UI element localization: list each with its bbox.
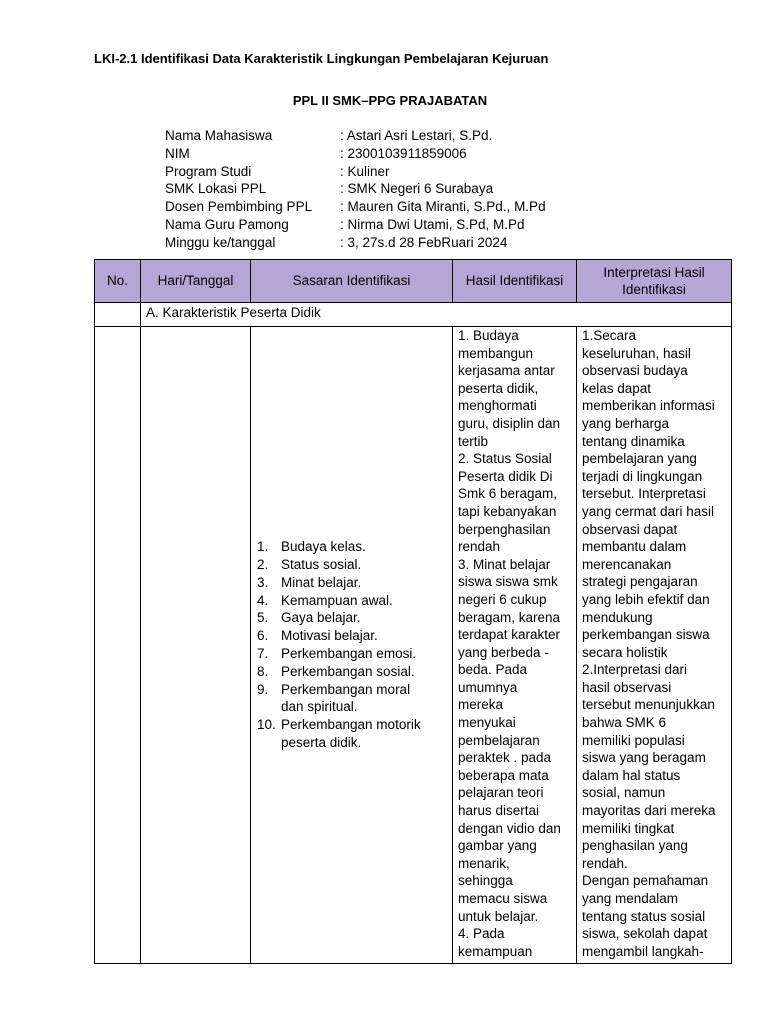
no-cell bbox=[95, 327, 141, 964]
info-row-minggu bbox=[165, 234, 546, 252]
list-item: 5. Gaya belajar. bbox=[257, 610, 361, 626]
info-row-guru-pamong bbox=[165, 216, 546, 234]
list-item: 7. Perkembangan emosi. bbox=[257, 646, 417, 661]
sasaran-cell bbox=[251, 327, 453, 964]
info-value: : Mauren Gita Miranti, S.Pd., M.Pd bbox=[340, 199, 546, 215]
student-info-block bbox=[165, 127, 546, 252]
info-label: Nama Mahasiswa bbox=[165, 128, 273, 143]
header-hari-tanggal: Hari/Tanggal bbox=[141, 260, 251, 303]
identification-table bbox=[94, 259, 732, 964]
info-label: Minggu ke/tanggal bbox=[165, 234, 276, 250]
header-hasil: Hasil Identifikasi bbox=[453, 260, 577, 303]
interpretasi-cell bbox=[577, 327, 732, 964]
document-subtitle: PPL II SMK–PPG PRAJABATAN bbox=[292, 93, 488, 108]
info-label: SMK Lokasi PPL bbox=[165, 181, 267, 197]
list-item: 6. Motivasi belajar. bbox=[257, 628, 378, 644]
sasaran-list bbox=[251, 538, 452, 752]
interpretasi-text: 1.Secara keseluruhan, hasil observasi budaya kelas dapat memberikan informasi yang berharga tentang dinamika pembelajaran yang terjadi di lingkungan tersebut. Interpretasi yang cermat dari hasil observasi dapat membantu dalam merencanakan strategi pengajaran yang lebih efektif dan mendukung perkembangan siswa secara holistik 2.Interpretasi dari hasil observasi tersebut menunjukkan bahwa SMK 6 memiliki populasi siswa yang beragam dalam hal status sosial, namun mayoritas dari mereka memiliki tingkat penghasilan yang rendah. Dengan pemahaman yang mendalam tentang status sosial siswa, sekolah dapat mengambil langkah- bbox=[582, 328, 716, 959]
info-label: NIM bbox=[165, 145, 190, 161]
info-value: : 3, 27s.d 28 FebRuari 2024 bbox=[340, 234, 508, 250]
info-value: : Nirma Dwi Utami, S.Pd, M.Pd bbox=[340, 216, 525, 232]
list-item: 1. Budaya kelas. bbox=[257, 539, 366, 555]
list-item: 3. Minat belajar. bbox=[257, 574, 362, 590]
list-item: 9. Perkembangan moral dan spiritual. bbox=[257, 681, 411, 715]
document-title: LKI-2.1 Identifikasi Data Karakteristik Lingkungan Pembelajaran Kejuruan bbox=[94, 51, 549, 66]
header-no: No. bbox=[95, 260, 141, 303]
info-value: : 2300103911859006 bbox=[340, 145, 467, 161]
hasil-text: 1. Budaya membangun kerjasama antar peserta didik, menghormati guru, disiplin dan tertib 2. Status Sosial Peserta didik Di Smk 6 beragam, tapi kebanyakan berpenghasilan rendah 3. Minat belajar siswa siswa smk negeri 6 cukup beragam, karena terdapat karakter yang berbeda - beda. Pada umumnya mereka menyukai pembelajaran peraktek . pada beberapa mata pelajaran teori harus disertai dengan vidio dan gambar yang menarik, sehingga memacu siswa untuk belajar. 4. Pada kemampuan bbox=[458, 328, 561, 959]
info-value: : Kuliner bbox=[340, 163, 390, 179]
info-row-smk-lokasi bbox=[165, 180, 546, 198]
hari-tanggal-cell bbox=[141, 327, 251, 964]
table-header-row bbox=[95, 260, 732, 303]
header-interpretasi: Interpretasi Hasil Identifikasi bbox=[577, 260, 732, 303]
section-no-cell bbox=[95, 303, 141, 327]
info-row-nim bbox=[165, 145, 546, 163]
header-sasaran: Sasaran Identifikasi bbox=[251, 260, 453, 303]
info-row-nama bbox=[165, 127, 546, 145]
info-label: Dosen Pembimbing PPL bbox=[165, 199, 313, 215]
info-label: Program Studi bbox=[165, 163, 252, 179]
list-item: 8. Perkembangan sosial. bbox=[257, 663, 415, 679]
table-row bbox=[95, 327, 732, 964]
list-item: 4. Kemampuan awal. bbox=[257, 592, 393, 608]
list-item: 10. Perkembangan motorik peserta didik. bbox=[257, 717, 421, 750]
info-row-program-studi bbox=[165, 163, 546, 181]
info-value: : SMK Negeri 6 Surabaya bbox=[340, 181, 494, 197]
info-value: : Astari Asri Lestari, S.Pd. bbox=[340, 128, 493, 143]
info-row-dosen bbox=[165, 198, 546, 216]
section-row bbox=[95, 303, 732, 327]
hasil-cell bbox=[453, 327, 577, 964]
info-label: Nama Guru Pamong bbox=[165, 216, 289, 232]
section-title: A. Karakteristik Peserta Didik bbox=[141, 303, 732, 327]
list-item: 2. Status sosial. bbox=[257, 557, 362, 573]
